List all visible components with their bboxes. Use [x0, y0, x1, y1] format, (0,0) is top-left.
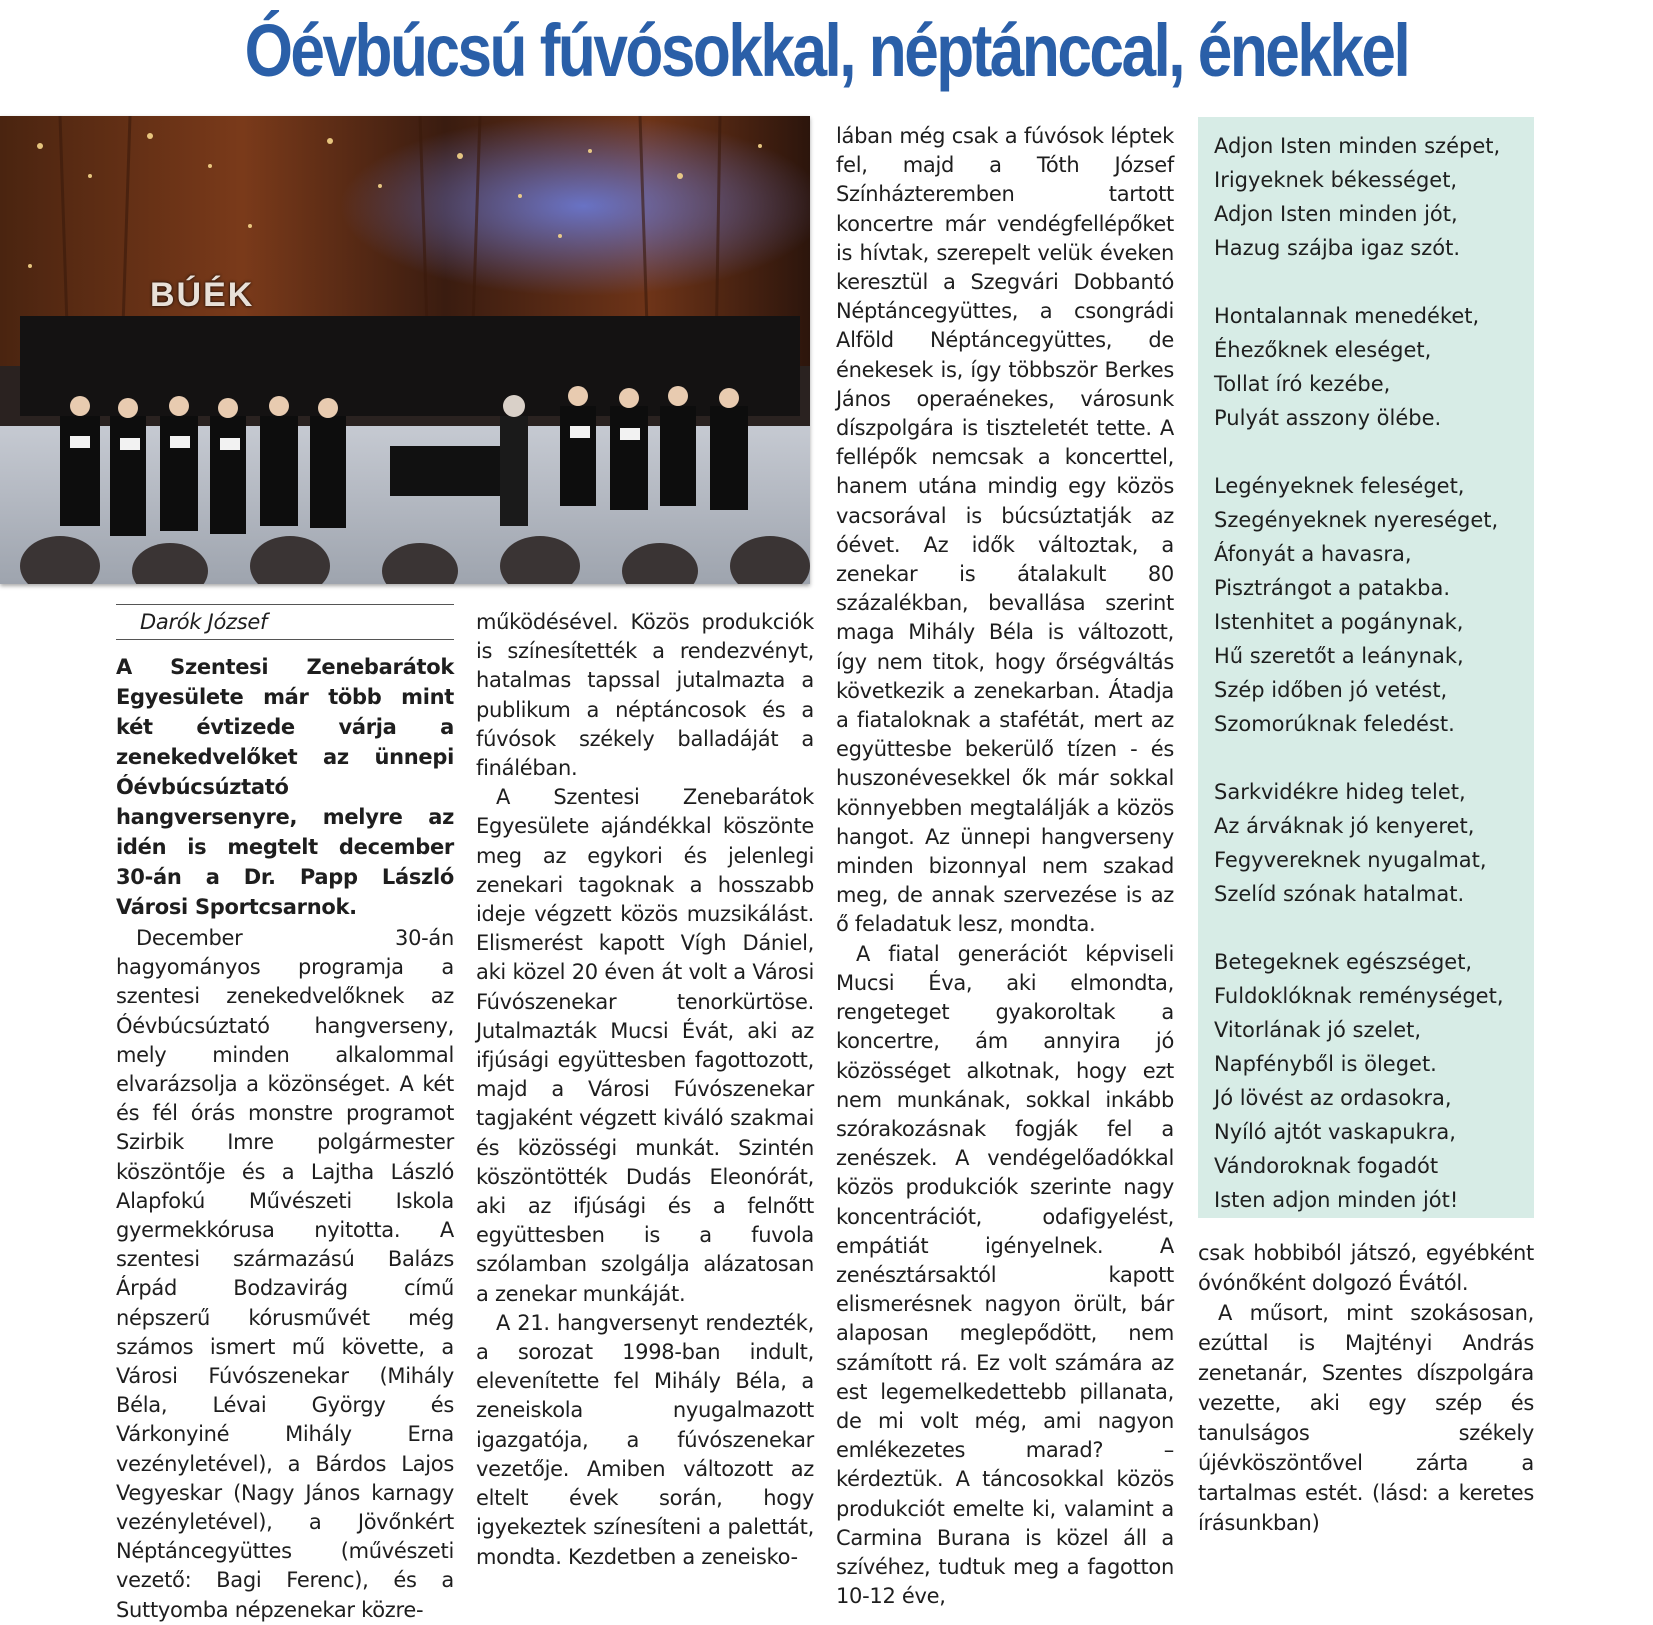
- poem-line: Tollat író kezébe,: [1214, 372, 1391, 396]
- byline: Darók József: [116, 604, 454, 640]
- poem-line: Nyíló ajtót vaskapukra,: [1214, 1120, 1456, 1144]
- body-paragraph: A fiatal generációt képviseli Mucsi Éva, aki elmondta, rengeteget gyakoroltak a koncertre, ám annyira jó közösséget alkotnak, hogy ezt nem munkának, sokkal inkább szórakozásnak fogják fel a zenészek. A vendégelőadókkal közös produkciók szerinte nagy koncentrációt, odafigyelést, empátiát igényelnek. A zenésztársaktól kapott elismerésnek nagyon örült, bár alaposan meglepődött, nem számított rá. Ez volt számára az est legemelkedettebb pillanata, de mi volt még, ami nagyon emlékezetes marad? – kérdeztük. A táncosokkal közös produkciót emelte ki, valamint a Carmina Burana is közel áll a szívéhez, tudtuk meg a fagotton 10-12 éve,: [836, 941, 1174, 1609]
- poem-line: Szegényeknek nyereséget,: [1214, 508, 1499, 532]
- lead-paragraph: A Szentesi Zenebarátok Egyesülete már több mint két évtizede várja a zenekedvelőket az ünnepi Óévbúcsúztató hangversenyre, melyre az idén is megtelt december 30-án a Dr. Papp László Városi Sportcsarnok.: [116, 655, 454, 919]
- poem-line: Áfonyát a havasra,: [1214, 542, 1412, 566]
- headline: Óévbúcsú fúvósokkal, néptánccal, énekkel: [244, 9, 1409, 92]
- poem-line: Fegyvereknek nyugalmat,: [1214, 848, 1487, 872]
- poem-stanza: [1198, 129, 1534, 265]
- poem-line: Legényeknek feleséget,: [1214, 474, 1465, 498]
- article-column-4: [1198, 1238, 1534, 1538]
- poem-line: Fuldoklóknak reménységet,: [1214, 984, 1504, 1008]
- concert-photo-image: [0, 116, 810, 584]
- poem-line: Irigyeknek békességet,: [1214, 168, 1458, 192]
- poem-line: Szép időben jó vetést,: [1214, 678, 1448, 702]
- body-paragraph: December 30-án hagyományos programja a szentesi zenekedvelőknek az Óévbúcsúztató hangverseny, mely minden alkalommal elvarázsolja a közönséget. A két és fél órás monstre programot Szirbik Imre polgármester köszöntője és a Lajtha László Alapfokú Művészeti Iskola gyermekkórusa nyitotta. A szentesi származású Balázs Árpád Bodzavirág című népszerű kórusművét még számos ismert mű követte, a Városi Fúvószenekar (Mihály Béla, Lévai György és Várkonyiné Mihály Erna vezényletével), a Bárdos Lajos Vegyeskar (Nagy János karnagy vezényletével), a Jövőnkért Néptáncegyüttes (művészeti vezető: Bagi Ferenc), és a Suttyomba népzenekar közre-: [116, 926, 454, 1622]
- poem-line: Éhezőknek eleséget,: [1214, 338, 1432, 362]
- poem-line: Szomorúknak feledést.: [1214, 712, 1455, 736]
- body-paragraph: A műsort, mint szokásosan, ezúttal is Majtényi András zenetanár, Szentes díszpolgára vezette, aki egy szép és tanulságos székely újévköszöntővel zárta a tartalmas estét. (lásd: a keretes írásunkban): [1198, 1301, 1534, 1535]
- body-paragraph: A Szentesi Zenebarátok Egyesülete ajándékkal köszönte meg az egykori és jelenlegi zenekari tagoknak a hosszabb ideje végzett közös muzsikálást. Elismerést kapott Vígh Dániel, aki közel 20 éven át volt a Városi Fúvószenekar tenorkürtöse. Jutalmazták Mucsi Évát, aki az ifjúsági együttesben fagottozott, majd a Városi Fúvószenekar tagjaként végzett kiváló szakmai és közösségi munkát. Szintén köszöntötték Dudás Eleonórát, aki az ifjúsági és a felnőtt együttesben is a fuvola szólamban szolgálja alázatosan a zenekar munkáját.: [476, 785, 814, 1306]
- poem-line: Pulyát asszony ölébe.: [1214, 406, 1442, 430]
- poem-line: Hű szeretőt a leánynak,: [1214, 644, 1464, 668]
- photo-banner-text: BÚÉK: [150, 276, 255, 314]
- article-column-3: [836, 122, 1174, 1611]
- body-paragraph: csak hobbiból játszó, egyébként óvónőként dolgozó Évától.: [1198, 1241, 1534, 1295]
- body-paragraph: A 21. hangversenyt rendezték, a sorozat 1998-ban indult, elevenítette fel Mihály Béla, a zeneiskola nyugalmazott igazgatója, a fúvószenekar vezetője. Amiben változott az eltelt évek során, hogy igyekeztek színesíteni a palettát, mondta. Kezdetben a zeneisko-: [476, 1310, 814, 1569]
- poem-stanza: [1198, 469, 1534, 741]
- poem-line: Napfényből is öleget.: [1214, 1052, 1437, 1076]
- poem-line: Vitorlának jó szelet,: [1214, 1018, 1422, 1042]
- poem-stanza: [1198, 945, 1534, 1217]
- poem-line: Istenhitet a pogánynak,: [1214, 610, 1464, 634]
- concert-photo: [0, 116, 810, 584]
- poem-line: Adjon Isten minden jót,: [1214, 202, 1458, 226]
- poem-line: Sarkvidékre hideg telet,: [1214, 780, 1466, 804]
- poem-line: Betegeknek egészséget,: [1214, 950, 1473, 974]
- poem-box: [1198, 117, 1534, 1218]
- poem-line: Vándoroknak fogadót: [1214, 1154, 1439, 1178]
- article-column-2: [476, 608, 814, 1572]
- article-column-1: [116, 604, 454, 1625]
- poem-line: Pisztrángot a patakba.: [1214, 576, 1451, 600]
- poem-line: Az árváknak jó kenyeret,: [1214, 814, 1475, 838]
- poem-stanza: [1198, 775, 1534, 911]
- poem-line: Szelíd szónak hatalmat.: [1214, 882, 1465, 906]
- poem-line: Hazug szájba igaz szót.: [1214, 236, 1460, 260]
- poem-line: Jó lövést az ordasokra,: [1214, 1086, 1452, 1110]
- poem-line: Adjon Isten minden szépet,: [1214, 134, 1501, 158]
- poem-stanza: [1198, 299, 1534, 435]
- body-paragraph: lában még csak a fúvósok léptek fel, majd a Tóth József Színházteremben tartott koncertre már vendégfellépőket is hívtak, szerepelt velük éveken keresztül a Szegvári Dobbantó Néptáncegyüttes, a csongrádi Alföld Néptáncegyüttes, de énekesek is, így többször Berkes János operaénekes, városunk díszpolgára is tiszteletét tette. A fellépők nemcsak a koncerttel, hanem utána mindig egy közös vacsorával is búcsúztatják az óévet. Az idők változtak, a zenekar is átalakult 80 százalékban, bevallása szerint maga Mihály Béla is változott, így nem titok, hogy őrségváltás következik a zenekarban. Átadja a fiataloknak a stafétát, mert az együttesbe bekerülő tízen - és huszonévesekkel ők már sokkal könnyebben megtalálják a közös hangot. Az ünnepi hangverseny minden bizonnyal nem szakad meg, de annak szervezése is az ő feladatuk lesz, mondta.: [836, 124, 1174, 937]
- poem: [1198, 117, 1534, 1217]
- body-paragraph: működésével. Közös produkciók is színesítették a rendezvényt, hatalmas tapssal jutalmazta a publikum a néptáncosok és a fúvósok székely balladáját a fináléban.: [476, 610, 814, 781]
- poem-line: Hontalannak menedéket,: [1214, 304, 1480, 328]
- poem-line: Isten adjon minden jót!: [1214, 1188, 1459, 1212]
